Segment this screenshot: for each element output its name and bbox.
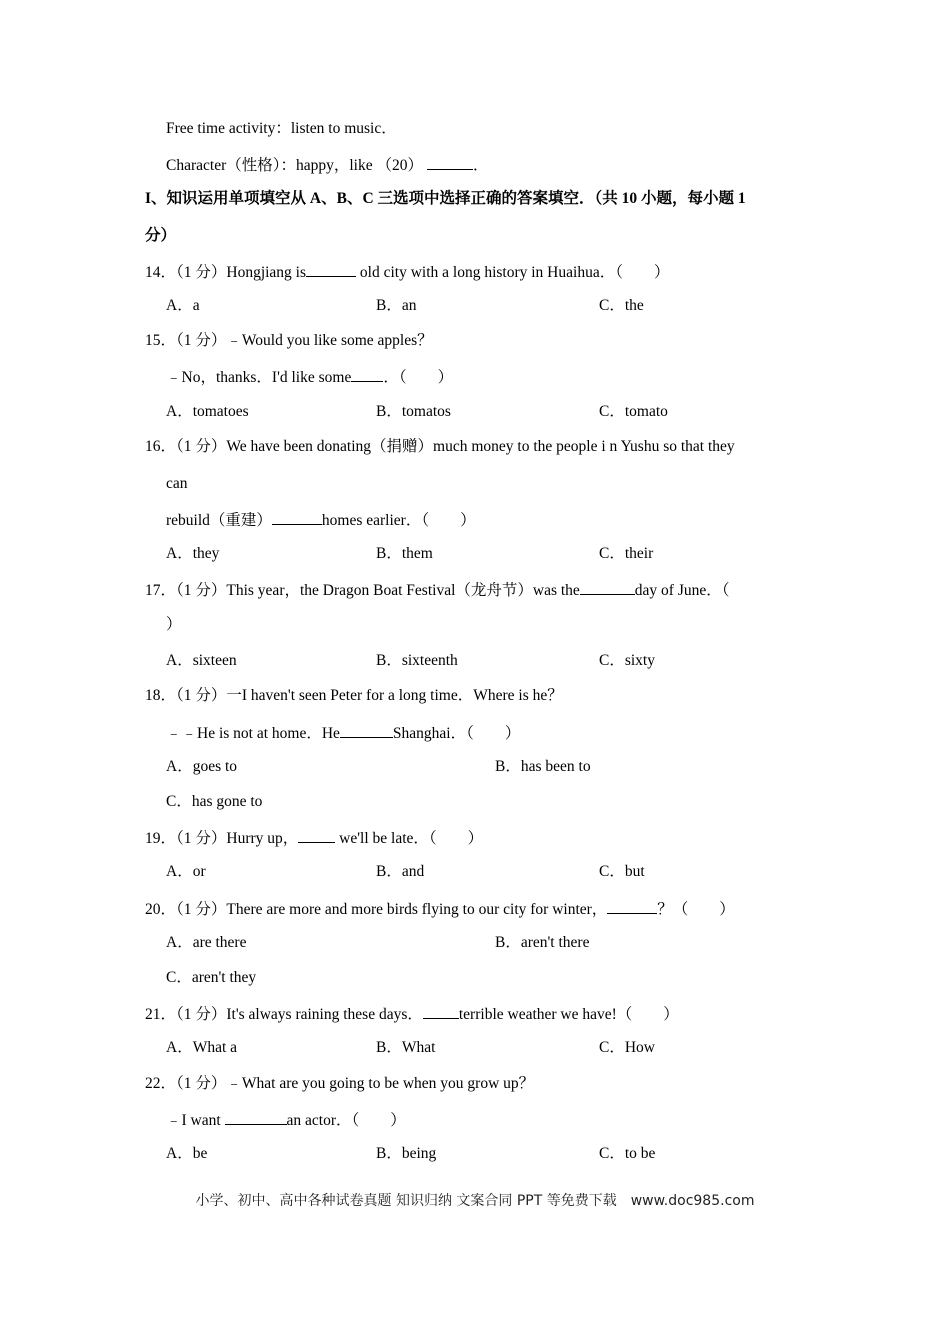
free-time-line: Free time activity：listen to music． bbox=[166, 120, 397, 137]
q21-option-c: C．How bbox=[599, 1039, 655, 1056]
question-21 bbox=[145, 1003, 679, 1025]
question-20 bbox=[145, 898, 735, 920]
q19-option-b: B．and bbox=[376, 863, 425, 880]
q17-stem-a: 17．（1 分）This year，the Dragon Boat Festival（龙舟节）was the bbox=[145, 582, 580, 599]
q22-reply-b: an actor．（ ） bbox=[286, 1112, 406, 1129]
answer-blank-18 bbox=[340, 722, 393, 738]
q16-continuation: can bbox=[166, 475, 188, 492]
q16-option-a: A．they bbox=[166, 545, 220, 562]
answer-blank-17 bbox=[580, 579, 635, 595]
question-15: 15．（1 分）﹣Would you like some apples？ bbox=[145, 332, 433, 349]
answer-blank-19 bbox=[298, 827, 335, 843]
answer-blank-21 bbox=[423, 1003, 459, 1019]
q15-reply bbox=[166, 366, 453, 388]
q16-option-c: C．their bbox=[599, 545, 654, 562]
q20-option-a: A．are there bbox=[166, 934, 247, 951]
q21-option-a: A．What a bbox=[166, 1039, 238, 1056]
q15-option-b: B．tomatos bbox=[376, 403, 451, 420]
q16-option-b: B．them bbox=[376, 545, 433, 562]
question-18: 18．（1 分）一I haven't seen Peter for a long time．Where is he？ bbox=[145, 687, 563, 704]
q17-option-a: A．sixteen bbox=[166, 652, 237, 669]
answer-blank-14 bbox=[306, 261, 356, 277]
page-footer: 小学、初中、高中各种试卷真题 知识归纳 文案合同 PPT 等免费下载 www.doc985.com bbox=[195, 1193, 755, 1209]
answer-blank-22 bbox=[225, 1109, 287, 1125]
q16-rebuild-a: rebuild（重建） bbox=[166, 512, 272, 529]
q15-option-c: C．tomato bbox=[599, 403, 668, 420]
q17-stem-b: day of June．（ bbox=[634, 582, 730, 599]
q20-stem-b: ？（ ） bbox=[657, 901, 735, 918]
q21-stem-b: terrible weather we have!（ ） bbox=[458, 1006, 679, 1023]
q16-rebuild bbox=[166, 509, 476, 531]
section-heading-cont: 分） bbox=[145, 227, 177, 244]
q20-option-c: C．aren't they bbox=[166, 969, 257, 986]
q19-stem-a: 19．（1 分）Hurry up， bbox=[145, 830, 299, 847]
q19-option-c: C．but bbox=[599, 863, 645, 880]
q22-option-b: B．being bbox=[376, 1145, 437, 1162]
q19-stem-b: we'll be late．（ ） bbox=[335, 830, 484, 847]
question-16: 16．（1 分）We have been donating（捐赠）much money to the people i n Yushu so that they bbox=[145, 438, 735, 455]
q15-option-a: A．tomatoes bbox=[166, 403, 249, 420]
answer-blank-20q bbox=[607, 898, 657, 914]
character-line bbox=[166, 154, 489, 176]
q18-option-a: A．goes to bbox=[166, 758, 238, 775]
q17-continuation: ） bbox=[166, 616, 182, 633]
q19-option-a: A．or bbox=[166, 863, 206, 880]
q18-option-b: B．has been to bbox=[495, 758, 591, 775]
question-19 bbox=[145, 827, 483, 849]
q14-option-c: C．the bbox=[599, 297, 644, 314]
answer-blank-20 bbox=[427, 154, 473, 170]
q22-reply bbox=[166, 1109, 406, 1131]
q16-rebuild-b: homes earlier．（ ） bbox=[321, 512, 476, 529]
q21-option-b: B．What bbox=[376, 1039, 436, 1056]
q14-stem-a: 14．（1 分）Hongjiang is bbox=[145, 264, 307, 281]
answer-blank-15 bbox=[351, 366, 383, 382]
q18-reply bbox=[166, 722, 520, 744]
q22-option-c: C．to be bbox=[599, 1145, 656, 1162]
q18-option-c: C．has gone to bbox=[166, 793, 263, 810]
q20-stem-a: 20．（1 分）There are more and more birds flying to our city for winter， bbox=[145, 901, 608, 918]
q17-option-c: C．sixty bbox=[599, 652, 655, 669]
q18-reply-a: ﹣﹣He is not at home．He bbox=[166, 725, 340, 742]
character-end: ． bbox=[472, 157, 489, 174]
q21-stem-a: 21．（1 分）It's always raining these days． bbox=[145, 1006, 423, 1023]
q20-option-b: B．aren't there bbox=[495, 934, 590, 951]
q14-stem-b: old city with a long history in Huaihua．（ ） bbox=[356, 264, 670, 281]
q14-option-b: B．an bbox=[376, 297, 417, 314]
question-17 bbox=[145, 579, 730, 601]
q22-option-a: A．be bbox=[166, 1145, 208, 1162]
q15-reply-a: ﹣No，thanks．I'd like some bbox=[166, 369, 352, 386]
question-22: 22．（1 分）﹣What are you going to be when you grow up？ bbox=[145, 1075, 535, 1092]
q15-reply-b: ．（ ） bbox=[383, 369, 454, 386]
q22-reply-a: ﹣I want bbox=[166, 1112, 225, 1129]
q18-reply-b: Shanghai．（ ） bbox=[392, 725, 521, 742]
character-text: Character（性格）：happy，like （20） bbox=[166, 157, 423, 174]
q14-option-a: A．a bbox=[166, 297, 200, 314]
question-14 bbox=[145, 261, 669, 283]
answer-blank-16 bbox=[272, 509, 322, 525]
section-heading: I、知识运用单项填空从 A、B、C 三选项中选择正确的答案填空．（共 10 小题，每小题 1 bbox=[145, 190, 746, 207]
q17-option-b: B．sixteenth bbox=[376, 652, 458, 669]
